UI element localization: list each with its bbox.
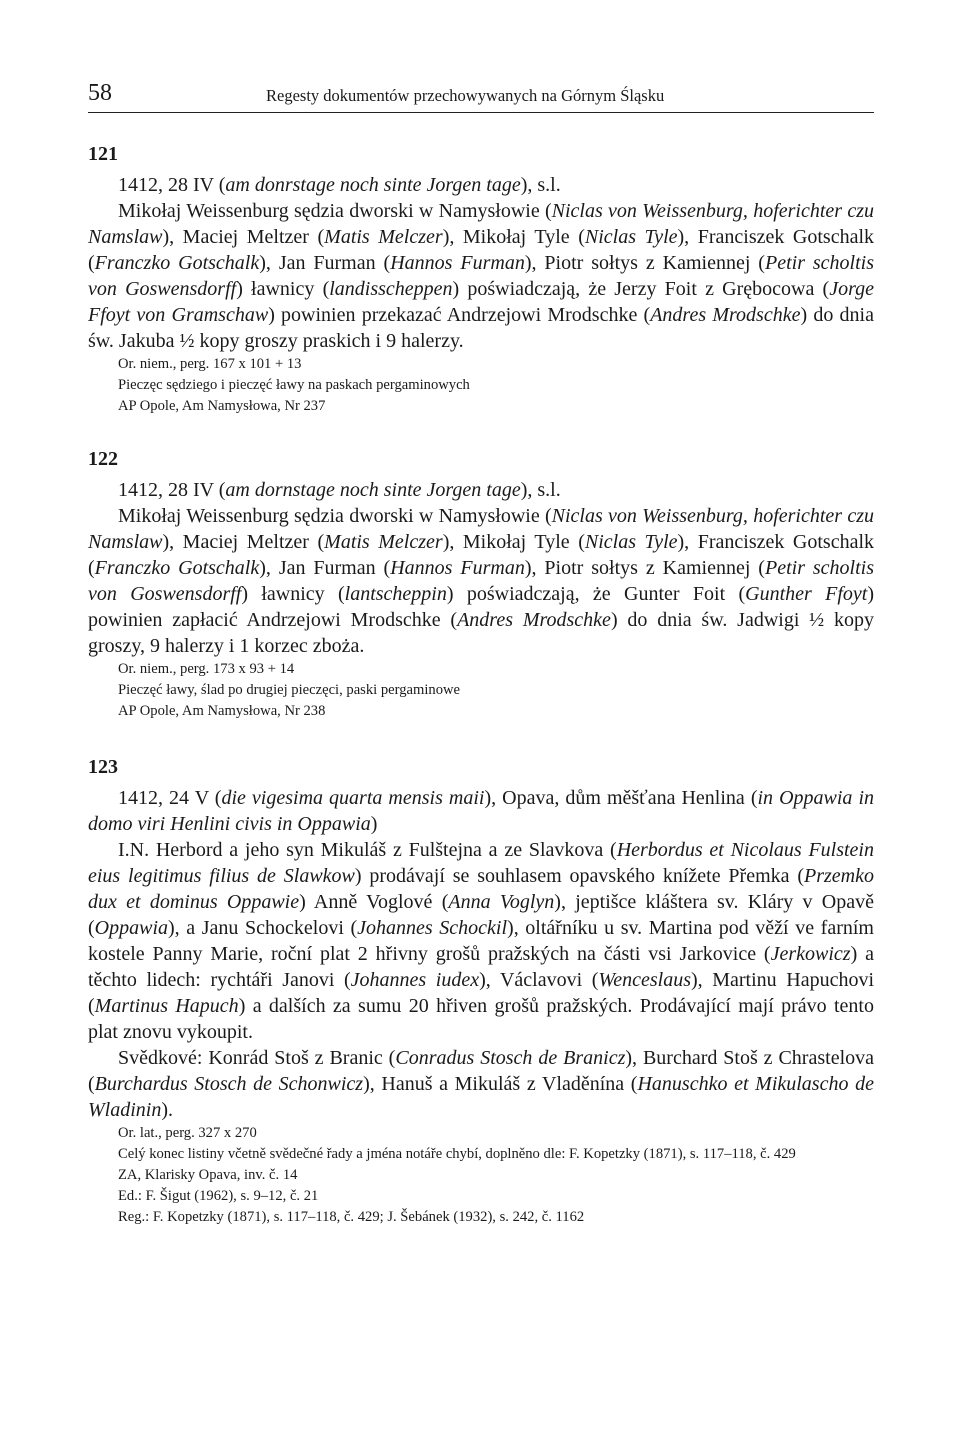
text-run: ), Maciej Meltzer ( bbox=[162, 531, 325, 553]
entry-date-line bbox=[88, 477, 874, 503]
italic-run: lantscheppin bbox=[344, 583, 447, 605]
text-run: ) powinien przekazać Andrzejowi Mrodschke ( bbox=[268, 304, 651, 326]
text-run: I.N. Herbord a jeho syn Mikuláš z Fulštejna a ze Slavkova ( bbox=[118, 839, 617, 861]
entry-date-line bbox=[88, 785, 874, 837]
text-run: ), Mikołaj Tyle ( bbox=[442, 226, 585, 248]
text-run: ), Franciszek Gotschalk ( bbox=[88, 531, 875, 579]
italic-run: Hannos Furman bbox=[390, 557, 525, 579]
italic-run: Gunther Ffoyt bbox=[745, 583, 868, 605]
entry-date-line bbox=[88, 172, 874, 198]
text-run: ), a Janu Schockelovi ( bbox=[168, 917, 358, 939]
text-run: ) do dnia św. Jakuba ½ kopy groszy praskich i 9 halerzy. bbox=[88, 304, 874, 352]
entry-source-note: Celý konec listiny včetně svědečné řady a jména notáře chybí, doplněno dle: F. Kopetzky (1871), s. 117–118, č. 429 bbox=[118, 1146, 796, 1162]
entry-witnesses bbox=[88, 1045, 874, 1123]
italic-run: die vigesima quarta mensis maii bbox=[221, 787, 485, 809]
italic-run: Anna Voglyn bbox=[448, 891, 555, 913]
italic-run: Conradus Stosch de Branicz bbox=[395, 1047, 626, 1069]
italic-run: Niclas Tyle bbox=[584, 531, 678, 553]
text-run: ), Jan Furman ( bbox=[259, 252, 391, 274]
entry-regest-note: Reg.: F. Kopetzky (1871), s. 117–118, č. 429; J. Šebánek (1932), s. 242, č. 1162 bbox=[118, 1209, 585, 1225]
italic-run: Petir scholtis von Goswensdorff bbox=[88, 557, 875, 605]
page-body bbox=[88, 143, 874, 1228]
entry-archive-note: ZA, Klarisky Opava, inv. č. 14 bbox=[118, 1167, 298, 1183]
entry-122 bbox=[88, 448, 874, 722]
entry-summary bbox=[88, 503, 874, 659]
text-run: ). bbox=[161, 1099, 174, 1121]
italic-run: Matis Melczer bbox=[324, 531, 443, 553]
text-run: ), Jan Furman ( bbox=[259, 557, 391, 579]
italic-run: Przemko dux et dominus Oppawie bbox=[88, 865, 874, 913]
italic-run: Hanuschko et Mikulascho de Wladinin bbox=[88, 1073, 874, 1121]
entry-original-note: Or. niem., perg. 167 x 101 + 13 bbox=[118, 356, 302, 372]
italic-run: Johannes Schockil bbox=[357, 917, 508, 939]
entry-original-note: Or. lat., perg. 327 x 270 bbox=[118, 1125, 257, 1141]
text-run: ) ławnicy ( bbox=[236, 278, 330, 300]
entry-number: 123 bbox=[88, 756, 118, 778]
italic-run: Johannes iudex bbox=[350, 969, 480, 991]
text-run: ), s.l. bbox=[520, 479, 561, 501]
text-run: ), Franciszek Gotschalk ( bbox=[88, 226, 875, 274]
italic-run: Niclas von Weissenburg, hoferichter czu Namslaw bbox=[88, 505, 874, 553]
entry-number: 122 bbox=[88, 448, 118, 470]
italic-run: Herbordus et Nicolaus Fulstein eius legitimus filius de Slawkow bbox=[88, 839, 874, 887]
entry-summary bbox=[88, 837, 874, 1045]
text-run: ) poświadczają, że Jerzy Foit z Grębocowa ( bbox=[452, 278, 830, 300]
text-run: Mikołaj Weissenburg sędzia dworski w Namysłowie ( bbox=[118, 505, 552, 527]
italic-run: Franczko Gotschalk bbox=[94, 557, 260, 579]
entry-summary bbox=[88, 198, 874, 354]
text-run: Mikołaj Weissenburg sędzia dworski w Namysłowie ( bbox=[118, 200, 552, 222]
italic-run: in Oppawia in domo viri Henlini civis in Oppawia bbox=[88, 787, 875, 835]
text-run: ), Václavovi ( bbox=[479, 969, 599, 991]
italic-run: Andres Mrodschke bbox=[650, 304, 801, 326]
running-title: Regesty dokumentów przechowywanych na Górnym Śląsku bbox=[266, 86, 665, 105]
entry-seal-note: Pieczęć ławy, ślad po drugiej pieczęci, paski pergaminowe bbox=[118, 682, 461, 698]
text-run: ) do dnia św. Jadwigi ½ kopy groszy, 9 halerzy i 1 korzec zboża. bbox=[88, 609, 874, 657]
entry-archive-note: AP Opole, Am Namysłowa, Nr 238 bbox=[118, 703, 326, 719]
text-run: ) ławnicy ( bbox=[241, 583, 345, 605]
text-run: ), Maciej Meltzer ( bbox=[162, 226, 325, 248]
text-run: ), Burchard Stoš z Chrastelova ( bbox=[88, 1047, 874, 1095]
text-run: ), Mikołaj Tyle ( bbox=[442, 531, 585, 553]
text-run: 1412, 24 V ( bbox=[118, 787, 222, 809]
text-run: ), oltářníku u sv. Martina pod věží ve farním kostele Panny Marie, roční plat 2 hřivny grošů pražských na části vsi Jarkovice ( bbox=[88, 917, 874, 965]
italic-run: Jorge Ffoyt von Gramschaw bbox=[88, 278, 874, 326]
entry-123 bbox=[88, 756, 874, 1228]
entry-seal-note: Pieczęc sędziego i pieczęć ławy na paskach pergaminowych bbox=[118, 377, 470, 393]
italic-run: Niclas Tyle bbox=[584, 226, 678, 248]
text-run: ) prodávají se souhlasem opavského knížete Přemka ( bbox=[354, 865, 805, 887]
italic-run: Oppawia bbox=[94, 917, 169, 939]
italic-run: Franczko Gotschalk bbox=[94, 252, 260, 274]
italic-run: am donrstage noch sinte Jorgen tage bbox=[225, 174, 521, 196]
text-run: ) a těchto lidech: rychtáři Janovi ( bbox=[88, 943, 874, 991]
text-run: ), Opava, dům měšťana Henlina ( bbox=[484, 787, 758, 809]
entry-121 bbox=[88, 143, 874, 417]
text-run: 1412, 28 IV ( bbox=[118, 479, 226, 501]
page-number: 58 bbox=[88, 80, 112, 106]
text-run: ), s.l. bbox=[520, 174, 561, 196]
italic-run: Hannos Furman bbox=[390, 252, 525, 274]
entry-number: 121 bbox=[88, 143, 118, 165]
italic-run: Wenceslaus bbox=[598, 969, 691, 991]
italic-run: Jerkowicz bbox=[770, 943, 851, 965]
text-run: 1412, 28 IV ( bbox=[118, 174, 226, 196]
entry-original-note: Or. niem., perg. 173 x 93 + 14 bbox=[118, 661, 295, 677]
text-run: ), Piotr sołtys z Kamiennej ( bbox=[524, 252, 765, 274]
text-run: ) Anně Voglové ( bbox=[299, 891, 449, 913]
text-run: ) powinien zapłacić Andrzejowi Mrodschke ( bbox=[88, 583, 874, 631]
text-run: Svědkové: Konrád Stoš z Branic ( bbox=[118, 1047, 396, 1069]
text-run: ) poświadczają, że Gunter Foit ( bbox=[446, 583, 746, 605]
entry-edition-note: Ed.: F. Šigut (1962), s. 9–12, č. 21 bbox=[118, 1188, 319, 1204]
italic-run: Martinus Hapuch bbox=[94, 995, 239, 1017]
italic-run: Burchardus Stosch de Schonwicz bbox=[94, 1073, 364, 1095]
italic-run: landisscheppen bbox=[329, 278, 453, 300]
italic-run: Petir scholtis von Goswensdorff bbox=[88, 252, 875, 300]
text-run: ), Martinu Hapuchovi ( bbox=[88, 969, 875, 1017]
italic-run: Matis Melczer bbox=[324, 226, 443, 248]
page-header bbox=[88, 80, 874, 113]
text-run: ), Hanuš a Mikuláš z Vladěnína ( bbox=[363, 1073, 638, 1095]
italic-run: Niclas von Weissenburg, hoferichter czu Namslaw bbox=[88, 200, 874, 248]
italic-run: Andres Mrodschke bbox=[457, 609, 611, 631]
text-run: ) a dalších za sumu 20 hřiven grošů pražských. Prodávající mají právo tento plat znovu vykoupit. bbox=[88, 995, 874, 1043]
text-run: ), Piotr sołtys z Kamiennej ( bbox=[524, 557, 765, 579]
entry-archive-note: AP Opole, Am Namysłowa, Nr 237 bbox=[118, 398, 326, 414]
text-run: ), jeptišce kláštera sv. Kláry v Opavě ( bbox=[88, 891, 874, 939]
italic-run: am dornstage noch sinte Jorgen tage bbox=[225, 479, 521, 501]
text-run: ) bbox=[370, 813, 378, 835]
